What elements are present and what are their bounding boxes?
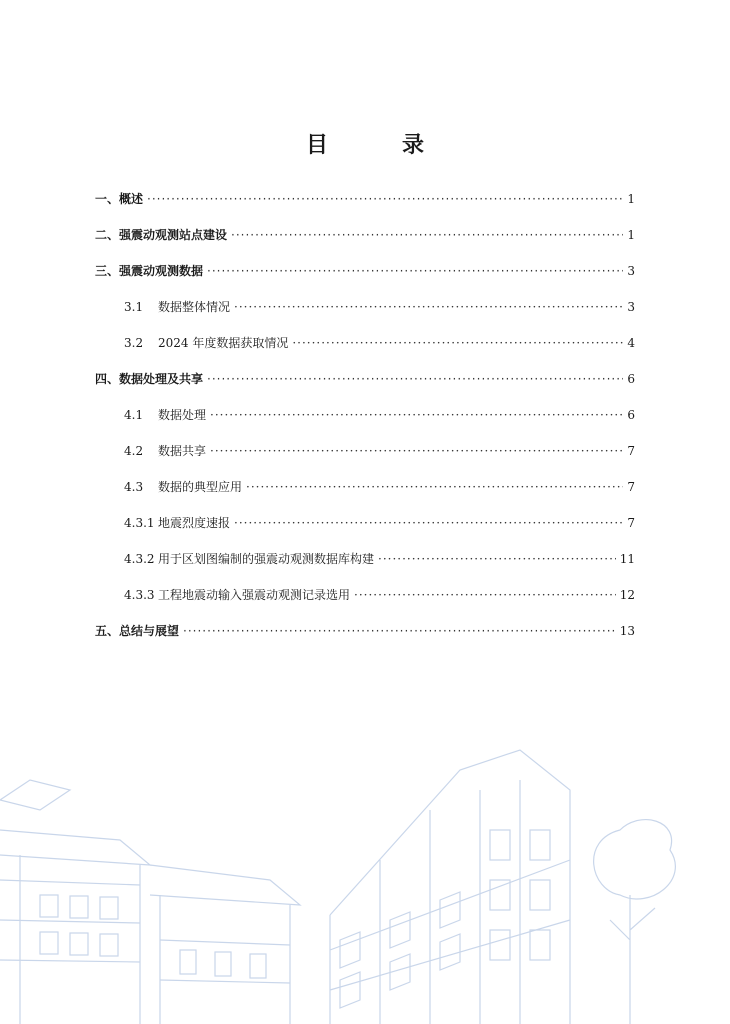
toc-page-number: 1	[627, 192, 635, 206]
toc-entry-text: 二、强震动观测站点建设	[95, 228, 228, 242]
toc-page-number: 7	[627, 516, 635, 530]
toc-leader-dots	[183, 624, 616, 638]
toc-entry-label	[124, 442, 206, 459]
toc-page-number: 12	[619, 588, 635, 602]
toc-entry-number: 3.1	[124, 300, 144, 314]
toc-entry-number: 4.3.2	[124, 552, 155, 566]
building-illustration-icon	[0, 680, 730, 1024]
toc-page-number: 7	[627, 480, 635, 494]
toc-entry[interactable]	[95, 550, 635, 586]
toc-entry-text: 五、总结与展望	[95, 624, 180, 638]
toc-entry[interactable]	[95, 586, 635, 622]
toc-leader-dots	[246, 480, 623, 494]
toc-entry-number: 4.3.1	[124, 516, 155, 530]
toc-entry[interactable]	[95, 622, 635, 658]
table-of-contents	[95, 190, 635, 658]
toc-entry-number: 4.3.3	[124, 588, 155, 602]
toc-page-number: 6	[627, 408, 635, 422]
toc-page-number: 11	[619, 552, 635, 566]
toc-entry-text: 地震烈度速报	[158, 516, 231, 530]
toc-entry[interactable]	[95, 370, 635, 406]
toc-entry[interactable]	[95, 514, 635, 550]
toc-page-number: 4	[627, 336, 635, 350]
toc-page-number: 3	[627, 300, 635, 314]
toc-page-number: 6	[627, 372, 635, 386]
toc-entry-text: 工程地震动输入强震动观测记录选用	[158, 588, 351, 602]
toc-leader-dots	[292, 336, 623, 350]
toc-page-number: 7	[627, 444, 635, 458]
toc-leader-dots	[207, 264, 623, 278]
toc-entry-label	[95, 262, 203, 279]
toc-entry-text: 用于区划图编制的强震动观测数据库构建	[158, 552, 375, 566]
toc-leader-dots	[231, 228, 623, 242]
toc-leader-dots	[207, 372, 623, 386]
toc-entry-text: 数据处理	[158, 408, 207, 422]
toc-leader-dots	[354, 588, 616, 602]
toc-entry-label	[124, 586, 350, 603]
toc-entry-text: 2024 年度数据获取情况	[158, 336, 289, 350]
toc-entry-label	[124, 478, 242, 495]
toc-entry[interactable]	[95, 478, 635, 514]
toc-leader-dots	[234, 516, 623, 530]
toc-page-number: 13	[619, 624, 635, 638]
toc-entry-text: 三、强震动观测数据	[95, 264, 204, 278]
toc-leader-dots	[378, 552, 616, 566]
toc-entry-label	[124, 550, 374, 567]
toc-entry-text: 数据整体情况	[158, 300, 231, 314]
page-title: 目 录	[305, 133, 450, 158]
toc-entry[interactable]	[95, 442, 635, 478]
toc-entry-text: 数据共享	[158, 444, 207, 458]
toc-entry-label	[124, 406, 206, 423]
toc-entry[interactable]	[95, 406, 635, 442]
toc-leader-dots	[234, 300, 623, 314]
toc-entry-text: 一、概述	[95, 192, 144, 206]
toc-entry-label	[124, 514, 230, 531]
toc-entry-number: 4.2	[124, 444, 144, 458]
toc-entry[interactable]	[95, 298, 635, 334]
toc-page-number: 1	[627, 228, 635, 242]
toc-entry-label	[95, 226, 227, 243]
toc-entry[interactable]	[95, 226, 635, 262]
toc-entry-label	[95, 622, 179, 639]
toc-entry-label	[124, 334, 288, 351]
toc-entry-text: 数据的典型应用	[158, 480, 243, 494]
toc-page-number: 3	[627, 264, 635, 278]
toc-entry[interactable]	[95, 262, 635, 298]
toc-leader-dots	[147, 192, 623, 206]
toc-entry-text: 四、数据处理及共享	[95, 372, 204, 386]
toc-entry-number: 4.3	[124, 480, 144, 494]
toc-entry-label	[124, 298, 230, 315]
toc-entry-label	[95, 370, 203, 387]
toc-entry-number: 4.1	[124, 408, 144, 422]
toc-leader-dots	[210, 408, 623, 422]
toc-entry-number: 3.2	[124, 336, 144, 350]
toc-entry[interactable]	[95, 334, 635, 370]
toc-leader-dots	[210, 444, 623, 458]
toc-entry[interactable]	[95, 190, 635, 226]
toc-entry-label	[95, 190, 143, 207]
